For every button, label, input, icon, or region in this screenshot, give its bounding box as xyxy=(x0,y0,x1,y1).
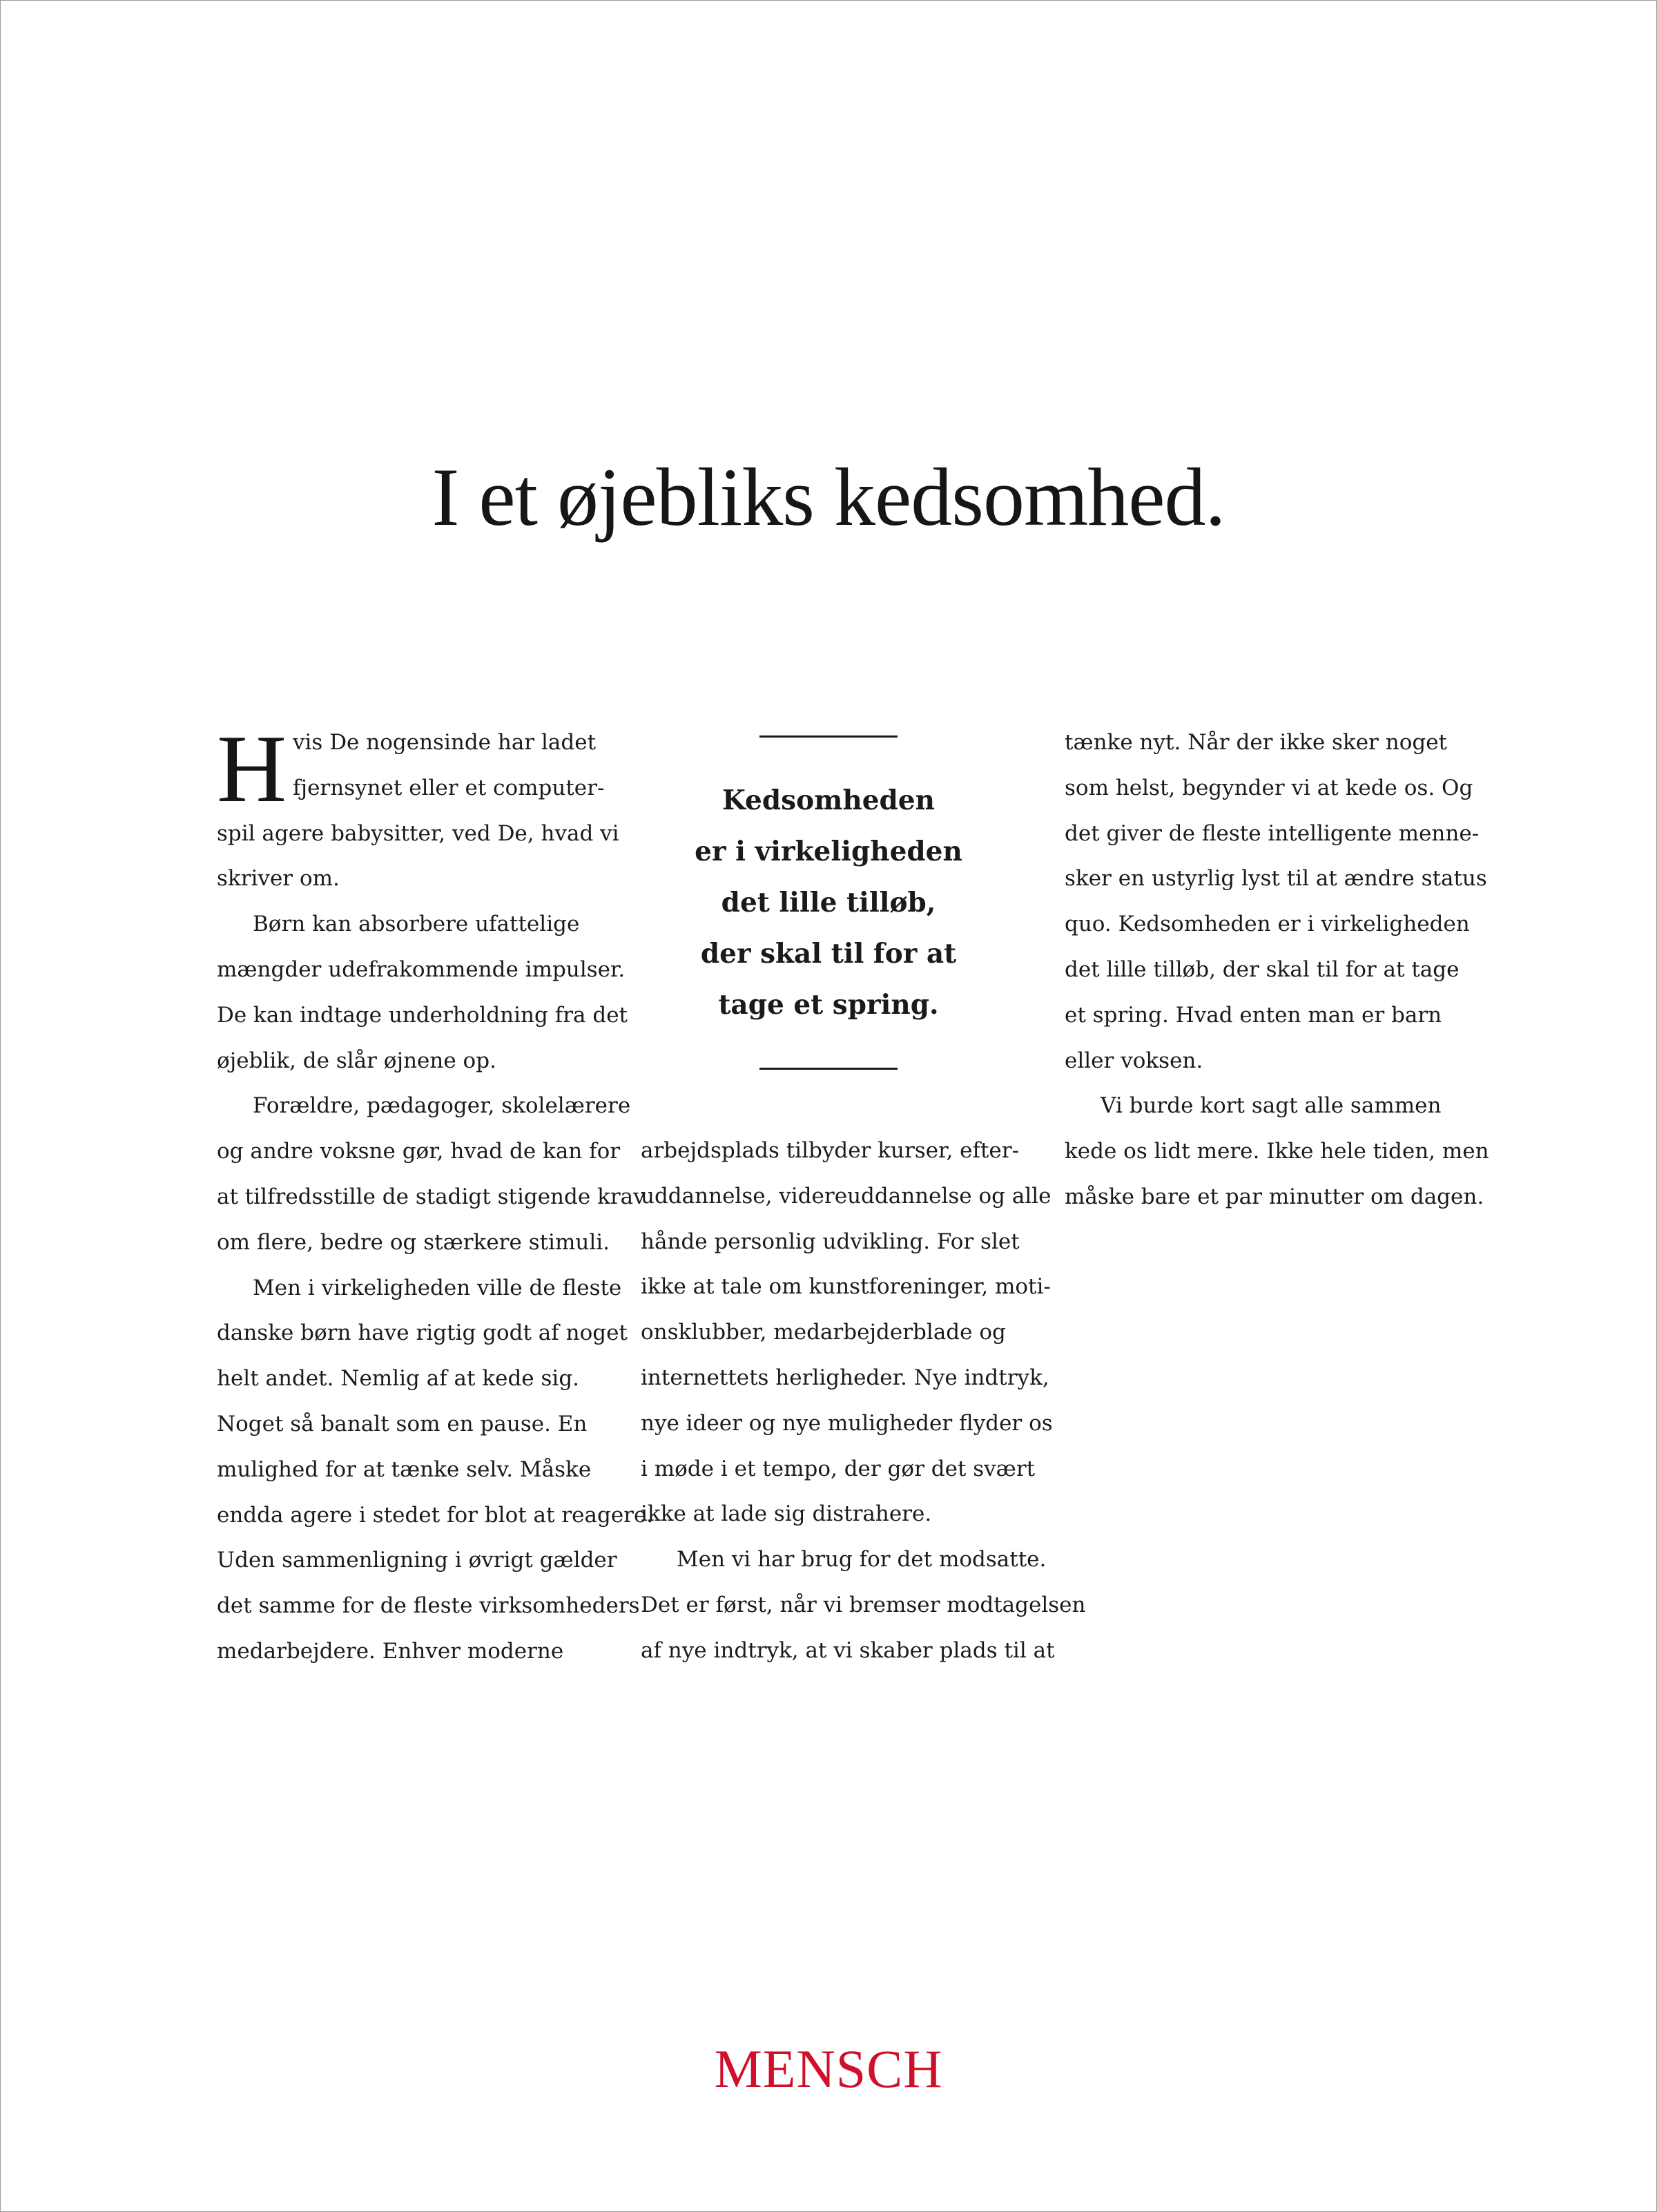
body-line: Noget så banalt som en pause. En xyxy=(217,1411,588,1436)
body-line: Børn kan absorbere ufattelige xyxy=(253,912,580,937)
body-line: Vi burde kort sagt alle sammen xyxy=(1101,1093,1442,1119)
body-line: mulighed for at tænke selv. Måske xyxy=(217,1456,592,1482)
body-line: tænke nyt. Når der ikke sker noget xyxy=(1065,730,1448,755)
pull-quote-line: tage et spring. xyxy=(718,989,939,1021)
body-line: vis De nogensinde har ladet xyxy=(293,730,597,755)
body-line: Forældre, pædagoger, skolelærere xyxy=(253,1093,631,1119)
pull-quote xyxy=(621,775,1036,1030)
body-line: måske bare et par minutter om dagen. xyxy=(1065,1184,1484,1209)
body-line: sker en ustyrlig lyst til at ændre status xyxy=(1065,866,1487,892)
body-line: et spring. Hvad enten man er barn xyxy=(1065,1002,1442,1028)
body-line: nye ideer og nye muligheder flyder os xyxy=(641,1410,1053,1436)
body-line: det samme for de fleste virksomheders xyxy=(217,1593,640,1619)
body-line: fjernsynet eller et computer- xyxy=(293,775,605,800)
body-line: medarbejdere. Enhver moderne xyxy=(217,1638,564,1664)
body-line: Det er først, når vi bremser modtagelsen xyxy=(641,1592,1086,1617)
headline: I et øjebliks kedsomhed. xyxy=(432,451,1225,543)
pull-quote-rule-bottom xyxy=(759,1068,898,1070)
body-line: quo. Kedsomheden er i virkeligheden xyxy=(1065,912,1470,937)
body-line: onsklubber, medarbejderblade og xyxy=(641,1320,1006,1345)
body-line: og andre voksne gør, hvad de kan for xyxy=(217,1139,621,1164)
body-line: internettets herligheder. Nye indtryk, xyxy=(641,1365,1049,1390)
pull-quote-rule-top xyxy=(759,735,898,738)
body-line: ikke at tale om kunstforeninger, moti- xyxy=(641,1274,1051,1300)
article-column-right xyxy=(1065,720,1489,1220)
body-line: arbejdsplads tilbyder kurser, efter- xyxy=(641,1138,1020,1163)
body-line: om flere, bedre og stærkere stimuli. xyxy=(217,1229,610,1255)
body-line: som helst, begynder vi at kede os. Og xyxy=(1065,775,1473,800)
body-line: øjeblik, de slår øjnene op. xyxy=(217,1048,496,1073)
drop-cap: H xyxy=(217,715,287,823)
pull-quote-line: der skal til for at xyxy=(700,938,957,970)
body-line: det giver de fleste intelligente menne- xyxy=(1065,820,1480,846)
body-line: kede os lidt mere. Ikke hele tiden, men xyxy=(1065,1139,1489,1164)
body-line: eller voksen. xyxy=(1065,1048,1203,1073)
body-line: at tilfredsstille de stadigt stigende krav xyxy=(217,1184,646,1209)
body-line: ikke at lade sig distrahere. xyxy=(641,1501,932,1527)
pull-quote-line: det lille tilløb, xyxy=(721,887,936,919)
body-line: spil agere babysitter, ved De, hvad vi xyxy=(217,820,619,846)
body-line: helt andet. Nemlig af at kede sig. xyxy=(217,1366,580,1392)
brand-logo: MENSCH xyxy=(714,2039,943,2099)
body-line: danske børn have rigtig godt af noget xyxy=(217,1320,628,1346)
body-line: endda agere i stedet for blot at reagere. xyxy=(217,1502,654,1528)
body-line: Uden sammenligning i øvrigt gælder xyxy=(217,1548,617,1573)
article-column-middle xyxy=(641,1128,1086,1674)
article-column-left xyxy=(217,715,654,1675)
body-line: hånde personlig udvikling. For slet xyxy=(641,1229,1020,1254)
body-line: De kan indtage underholdning fra det xyxy=(217,1002,628,1028)
body-line: uddannelse, videreuddannelse og alle xyxy=(641,1183,1052,1209)
body-line: det lille tilløb, der skal til for at tage xyxy=(1065,956,1460,982)
body-line: af nye indtryk, at vi skaber plads til at xyxy=(641,1637,1055,1663)
body-line: Men i virkeligheden ville de fleste xyxy=(253,1275,622,1300)
body-line: i møde i et tempo, der gør det svært xyxy=(641,1456,1036,1481)
body-line: Men vi har brug for det modsatte. xyxy=(677,1547,1047,1573)
body-line: mængder udefrakommende impulser. xyxy=(217,956,626,982)
pull-quote-line: er i virkeligheden xyxy=(695,836,962,867)
pull-quote-line: Kedsomheden xyxy=(722,785,935,816)
body-line: skriver om. xyxy=(217,866,340,892)
